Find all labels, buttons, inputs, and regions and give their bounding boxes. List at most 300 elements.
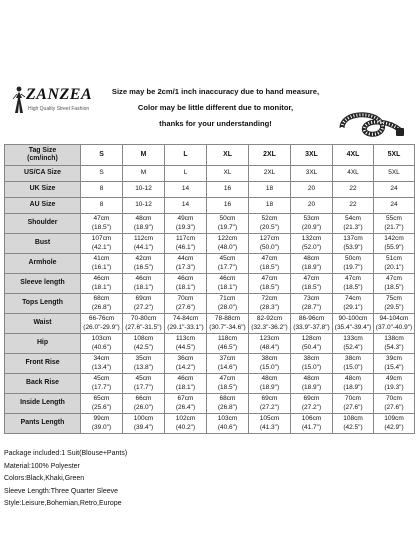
- cell-value-secondary: (42.9"): [384, 423, 404, 431]
- cell-value-primary: 128cm: [301, 334, 322, 342]
- cell-value-primary: 70-80cm: [130, 314, 157, 322]
- row-label: Shoulder: [5, 214, 81, 234]
- cell-value-primary: 47cm: [345, 274, 361, 282]
- cell-value-secondary: (30.7"-34.6"): [209, 323, 246, 331]
- table-cell: [165, 274, 207, 294]
- table-cell: [165, 374, 207, 394]
- row-label: AU Size: [5, 198, 81, 214]
- cell-value-secondary: (35.4"-39.4"): [334, 323, 372, 331]
- cell-value-secondary: (40.6"): [91, 343, 112, 351]
- table-cell: [291, 166, 333, 182]
- cell-value-primary: 48cm: [261, 374, 278, 382]
- cell-value-primary: 71cm: [219, 294, 236, 302]
- cell-value-primary: 47cm: [93, 214, 110, 222]
- cell-value-primary: 45cm: [93, 374, 110, 382]
- table-cell: [333, 314, 374, 334]
- cell-value-primary: 70cm: [386, 394, 402, 402]
- cell-value-secondary: (18.5"): [259, 263, 280, 271]
- spec-line: Material:100% Polyester: [4, 462, 80, 470]
- cell-value-primary: 16: [223, 201, 232, 209]
- notice-line: Color may be little different due to monitor,: [137, 103, 294, 112]
- cell-value-secondary: (52.0"): [301, 243, 322, 251]
- table-cell: [165, 354, 207, 374]
- table-cell: [81, 166, 123, 182]
- cell-value-primary: 45cm: [219, 254, 236, 262]
- cell-value-secondary: (46.5"): [217, 343, 238, 351]
- table-cell: [333, 294, 374, 314]
- table-cell: [123, 198, 165, 214]
- table-cell: [333, 414, 374, 434]
- table-cell: [374, 394, 415, 414]
- table-cell: [291, 294, 333, 314]
- tag-size-header: [5, 145, 81, 166]
- table-row: [5, 198, 415, 214]
- cell-value-secondary: (18.1"): [217, 283, 238, 291]
- cell-value-primary: 48cm: [135, 214, 152, 222]
- size-table: [4, 144, 415, 434]
- cell-value-primary: 70cm: [345, 394, 361, 402]
- cell-value-primary: 39cm: [386, 354, 402, 362]
- cell-value-primary: 10-12: [135, 185, 152, 193]
- table-cell: [123, 414, 165, 434]
- cell-value-secondary: (13.8"): [133, 363, 154, 371]
- cell-value-primary: 36cm: [177, 354, 194, 362]
- cell-value-secondary: (50.0"): [259, 243, 280, 251]
- cell-value-secondary: (48.0"): [217, 243, 238, 251]
- cell-value-secondary: (18.5"): [259, 283, 280, 291]
- table-cell: [165, 334, 207, 354]
- table-cell: [207, 374, 249, 394]
- cell-value-primary: 66-76cm: [88, 314, 115, 322]
- cell-value-primary: 73cm: [303, 294, 320, 302]
- cell-value-primary: 67cm: [177, 394, 194, 402]
- cell-value-primary: 38cm: [345, 354, 361, 362]
- cell-value-secondary: (18.9"): [343, 383, 363, 391]
- cell-value-primary: 69cm: [135, 294, 152, 302]
- cell-value-primary: 75cm: [386, 294, 402, 302]
- table-cell: [81, 234, 123, 254]
- cell-value-secondary: (41.3"): [259, 423, 280, 431]
- cell-value-secondary: (18.5"): [91, 223, 112, 231]
- cell-value-primary: 132cm: [301, 234, 322, 242]
- table-cell: [374, 166, 415, 182]
- cell-value-primary: 106cm: [301, 414, 322, 422]
- cell-value-primary: 137cm: [343, 234, 363, 242]
- cell-value-primary: 55cm: [386, 214, 402, 222]
- row-label: Inside Length: [5, 394, 81, 414]
- row-label: Bust: [5, 234, 81, 254]
- table-cell: [249, 234, 291, 254]
- cell-value-primary: 70cm: [177, 294, 194, 302]
- cell-value-secondary: (53.9"): [343, 243, 363, 251]
- table-cell: [333, 166, 374, 182]
- cell-value-secondary: (18.5"): [301, 283, 322, 291]
- table-cell: [374, 234, 415, 254]
- cell-value-primary: 34cm: [93, 354, 110, 362]
- cell-value-secondary: (17.7"): [133, 383, 154, 391]
- cell-value-secondary: (42.1"): [91, 243, 112, 251]
- cell-value-secondary: (28.7"): [301, 303, 322, 311]
- cell-value-secondary: (41.7"): [301, 423, 322, 431]
- cell-value-secondary: (27.2"): [301, 403, 322, 411]
- cell-value-secondary: (27.2"): [259, 403, 280, 411]
- cell-value-primary: 118cm: [217, 334, 238, 342]
- cell-value-primary: 66cm: [135, 394, 152, 402]
- table-cell: [249, 254, 291, 274]
- table-cell: [207, 254, 249, 274]
- table-row: [5, 234, 415, 254]
- table-cell: [249, 354, 291, 374]
- table-cell: [81, 314, 123, 334]
- cell-value-secondary: (48.4"): [259, 343, 280, 351]
- cell-value-secondary: (37.0"-40.9"): [375, 323, 413, 331]
- cell-value-primary: 3XL: [305, 169, 318, 177]
- cell-value-secondary: (27.6"): [384, 403, 404, 411]
- cell-value-primary: 10-12: [135, 201, 152, 209]
- cell-value-primary: 52cm: [261, 214, 278, 222]
- cell-value-secondary: (39.4"): [133, 423, 154, 431]
- cell-value-primary: 133cm: [343, 334, 363, 342]
- cell-value-secondary: (33.9"-37.8"): [293, 323, 330, 331]
- cell-value-primary: 42cm: [135, 254, 152, 262]
- table-cell: [249, 394, 291, 414]
- table-cell: [207, 394, 249, 414]
- table-cell: [207, 314, 249, 334]
- cell-value-primary: 46cm: [177, 374, 194, 382]
- table-cell: [333, 198, 374, 214]
- cell-value-primary: 123cm: [259, 334, 280, 342]
- cell-value-primary: 4XL: [347, 169, 359, 177]
- table-cell: [333, 214, 374, 234]
- table-cell: [81, 274, 123, 294]
- table-cell: [207, 182, 249, 198]
- table-cell: [81, 374, 123, 394]
- table-cell: [333, 394, 374, 414]
- cell-value-primary: 138cm: [384, 334, 404, 342]
- row-label: US/CA Size: [5, 166, 81, 182]
- measurement-notice: [108, 84, 323, 132]
- cell-value-secondary: (14.6"): [217, 363, 238, 371]
- table-cell: [249, 334, 291, 354]
- table-cell: [81, 182, 123, 198]
- cell-value-secondary: (44.5"): [175, 343, 196, 351]
- row-label: Front Rise: [5, 354, 81, 374]
- cell-value-primary: 47cm: [219, 374, 236, 382]
- size-column-header: 2XL: [249, 145, 291, 166]
- table-cell: [207, 274, 249, 294]
- cell-value-primary: 54cm: [345, 214, 361, 222]
- size-column-header: 4XL: [333, 145, 374, 166]
- table-cell: [291, 394, 333, 414]
- cell-value-secondary: (20.1"): [384, 263, 404, 271]
- table-cell: [207, 354, 249, 374]
- cell-value-primary: 14: [181, 201, 190, 209]
- cell-value-primary: 102cm: [175, 414, 196, 422]
- cell-value-secondary: (18.1"): [133, 283, 154, 291]
- table-cell: [291, 198, 333, 214]
- table-cell: [81, 354, 123, 374]
- cell-value-primary: 47cm: [261, 274, 278, 282]
- table-cell: [374, 374, 415, 394]
- cell-value-secondary: (13.4"): [91, 363, 112, 371]
- cell-value-primary: 20: [307, 185, 316, 193]
- cell-value-primary: 38cm: [261, 354, 278, 362]
- table-cell: [123, 234, 165, 254]
- cell-value-secondary: (18.9"): [301, 383, 322, 391]
- table-cell: [291, 314, 333, 334]
- notice-line: Size may be 2cm/1 inch inaccuracy due to hand measure,: [111, 87, 320, 96]
- cell-value-primary: 47cm: [303, 274, 320, 282]
- table-cell: [374, 294, 415, 314]
- cell-value-primary: 117cm: [175, 234, 196, 242]
- cell-value-secondary: (18.5"): [217, 383, 238, 391]
- row-label: Pants Length: [5, 414, 81, 434]
- table-cell: [207, 294, 249, 314]
- cell-value-primary: 86-96cm: [298, 314, 325, 322]
- cell-value-secondary: (19.3"): [384, 383, 404, 391]
- table-cell: [207, 414, 249, 434]
- cell-value-secondary: (16.5"): [133, 263, 154, 271]
- cell-value-secondary: (52.4"): [343, 343, 363, 351]
- table-cell: [333, 234, 374, 254]
- cell-value-primary: M: [140, 169, 147, 177]
- table-cell: [81, 414, 123, 434]
- table-cell: [249, 414, 291, 434]
- cell-value-primary: 16: [223, 185, 232, 193]
- cell-value-secondary: (15.4"): [384, 363, 404, 371]
- table-row: [5, 166, 415, 182]
- cell-value-primary: 100cm: [133, 414, 154, 422]
- brand-name: ZANZEA: [26, 86, 93, 103]
- table-header-row: [5, 145, 415, 166]
- table-cell: [81, 254, 123, 274]
- table-cell: [249, 198, 291, 214]
- cell-value-secondary: (26.0"-29.9"): [83, 323, 120, 331]
- table-cell: [165, 314, 207, 334]
- cell-value-primary: 90-100cm: [338, 314, 368, 322]
- table-cell: [291, 274, 333, 294]
- table-row: [5, 274, 415, 294]
- table-cell: [123, 182, 165, 198]
- cell-value-secondary: (27.6"-31.5"): [125, 323, 162, 331]
- cell-value-primary: 68cm: [93, 294, 110, 302]
- cell-value-secondary: (18.5"): [384, 283, 404, 291]
- cell-value-secondary: (15.0"): [301, 363, 322, 371]
- cell-value-primary: 14: [181, 185, 190, 193]
- row-label: Armhole: [5, 254, 81, 274]
- cell-value-secondary: (29.1"): [343, 303, 363, 311]
- table-cell: [207, 234, 249, 254]
- table-cell: [123, 214, 165, 234]
- table-row: [5, 314, 415, 334]
- cell-value-primary: 24: [390, 185, 398, 193]
- measuring-tape-icon: [336, 106, 406, 144]
- table-cell: [165, 414, 207, 434]
- size-column-header: S: [81, 145, 123, 166]
- cell-value-secondary: (40.6"): [217, 423, 238, 431]
- table-row: [5, 414, 415, 434]
- table-cell: [165, 198, 207, 214]
- cell-value-secondary: (42.5"): [133, 343, 154, 351]
- cell-value-primary: 18: [265, 185, 274, 193]
- cell-value-primary: 99cm: [93, 414, 110, 422]
- table-cell: [81, 214, 123, 234]
- table-cell: [165, 182, 207, 198]
- cell-value-primary: S: [99, 169, 104, 177]
- cell-value-secondary: (42.5"): [343, 423, 363, 431]
- cell-value-primary: 78-88cm: [214, 314, 241, 322]
- cell-value-secondary: (32.3"-36.2"): [251, 323, 288, 331]
- table-cell: [123, 314, 165, 334]
- table-cell: [165, 166, 207, 182]
- spec-line: Style:Leisure,Bohemian,Retro,Europe: [4, 500, 122, 508]
- cell-value-secondary: (14.2"): [175, 363, 196, 371]
- cell-value-primary: 113cm: [175, 334, 196, 342]
- table-cell: [123, 374, 165, 394]
- cell-value-secondary: (26.0"): [133, 403, 154, 411]
- cell-value-primary: 44cm: [177, 254, 194, 262]
- table-cell: [165, 294, 207, 314]
- table-cell: [374, 354, 415, 374]
- cell-value-primary: 45cm: [135, 374, 152, 382]
- cell-value-primary: 49cm: [386, 374, 402, 382]
- cell-value-secondary: (19.7"): [217, 223, 238, 231]
- product-specs: [4, 448, 127, 511]
- table-cell: [333, 182, 374, 198]
- cell-value-secondary: (17.3"): [175, 263, 196, 271]
- table-cell: [291, 374, 333, 394]
- cell-value-primary: 47cm: [386, 274, 402, 282]
- cell-value-secondary: (19.3"): [175, 223, 196, 231]
- cell-value-primary: L: [183, 169, 188, 177]
- cell-value-primary: 41cm: [93, 254, 110, 262]
- tag-size-unit: (cm/inch): [27, 155, 58, 162]
- cell-value-secondary: (29.1"-33.1"): [167, 323, 204, 331]
- cell-value-primary: 68cm: [219, 394, 236, 402]
- cell-value-secondary: (27.6"): [175, 303, 196, 311]
- cell-value-secondary: (29.5"): [384, 303, 404, 311]
- table-cell: [165, 394, 207, 414]
- cell-value-primary: 46cm: [177, 274, 194, 282]
- table-cell: [291, 254, 333, 274]
- table-row: [5, 354, 415, 374]
- cell-value-secondary: (16.1"): [91, 263, 112, 271]
- table-cell: [374, 254, 415, 274]
- cell-value-secondary: (20.5"): [259, 223, 280, 231]
- cell-value-secondary: (17.7"): [217, 263, 238, 271]
- table-cell: [333, 254, 374, 274]
- cell-value-secondary: (26.8"): [217, 403, 238, 411]
- cell-value-secondary: (44.1"): [133, 243, 154, 251]
- tag-size-label: Tag Size: [28, 146, 57, 154]
- row-label: Tops Length: [5, 294, 81, 314]
- table-cell: [123, 354, 165, 374]
- cell-value-primary: 112cm: [133, 234, 154, 242]
- cell-value-primary: 8: [99, 185, 104, 193]
- fashion-figure-icon: [12, 86, 26, 116]
- table-cell: [123, 334, 165, 354]
- cell-value-secondary: (18.9"): [301, 263, 322, 271]
- table-cell: [333, 334, 374, 354]
- cell-value-secondary: (28.0"): [217, 303, 238, 311]
- cell-value-secondary: (40.2"): [175, 423, 196, 431]
- table-cell: [165, 234, 207, 254]
- cell-value-secondary: (27.2"): [133, 303, 154, 311]
- table-cell: [165, 254, 207, 274]
- cell-value-secondary: (54.3"): [384, 343, 404, 351]
- cell-value-secondary: (18.5"): [343, 283, 363, 291]
- cell-value-primary: 37cm: [219, 354, 236, 362]
- cell-value-primary: 142cm: [384, 234, 404, 242]
- table-cell: [291, 214, 333, 234]
- cell-value-secondary: (21.3"): [343, 223, 363, 231]
- cell-value-secondary: (18.1"): [175, 283, 196, 291]
- size-column-header: M: [123, 145, 165, 166]
- row-label: Sleeve length: [5, 274, 81, 294]
- table-cell: [374, 414, 415, 434]
- size-column-header: XL: [207, 145, 249, 166]
- cell-value-secondary: (26.4"): [175, 403, 196, 411]
- cell-value-primary: 48cm: [345, 374, 361, 382]
- table-cell: [123, 274, 165, 294]
- table-cell: [291, 182, 333, 198]
- table-cell: [291, 354, 333, 374]
- table-cell: [81, 294, 123, 314]
- row-label: UK Size: [5, 182, 81, 198]
- table-cell: [333, 354, 374, 374]
- table-row: [5, 254, 415, 274]
- cell-value-secondary: (55.9"): [384, 243, 404, 251]
- cell-value-primary: 48cm: [303, 254, 320, 262]
- table-row: [5, 394, 415, 414]
- table-cell: [249, 182, 291, 198]
- table-cell: [291, 334, 333, 354]
- table-cell: [374, 314, 415, 334]
- table-cell: [123, 294, 165, 314]
- table-cell: [249, 374, 291, 394]
- cell-value-primary: 5XL: [388, 169, 400, 177]
- table-cell: [207, 166, 249, 182]
- table-row: [5, 214, 415, 234]
- table-cell: [374, 214, 415, 234]
- cell-value-primary: 50cm: [345, 254, 361, 262]
- table-cell: [123, 394, 165, 414]
- table-cell: [207, 214, 249, 234]
- table-cell: [207, 198, 249, 214]
- cell-value-primary: 47cm: [261, 254, 278, 262]
- cell-value-secondary: (19.7"): [343, 263, 363, 271]
- cell-value-secondary: (15.0"): [259, 363, 280, 371]
- spec-line: Package included:1 Suit(Blouse+Pants): [4, 450, 128, 457]
- spec-line: Colors:Black,Khaki,Green: [4, 475, 85, 483]
- cell-value-primary: 65cm: [93, 394, 110, 402]
- cell-value-secondary: (18.1"): [175, 383, 196, 391]
- table-cell: [123, 166, 165, 182]
- table-cell: [374, 274, 415, 294]
- cell-value-primary: 22: [349, 185, 357, 193]
- cell-value-primary: 74cm: [345, 294, 361, 302]
- table-cell: [374, 198, 415, 214]
- cell-value-primary: 107cm: [91, 234, 112, 242]
- table-cell: [81, 334, 123, 354]
- table-row: [5, 374, 415, 394]
- row-label: Waist: [5, 314, 81, 334]
- table-cell: [291, 234, 333, 254]
- cell-value-secondary: (26.8"): [91, 303, 112, 311]
- table-cell: [333, 274, 374, 294]
- table-cell: [81, 394, 123, 414]
- cell-value-primary: 109cm: [384, 414, 404, 422]
